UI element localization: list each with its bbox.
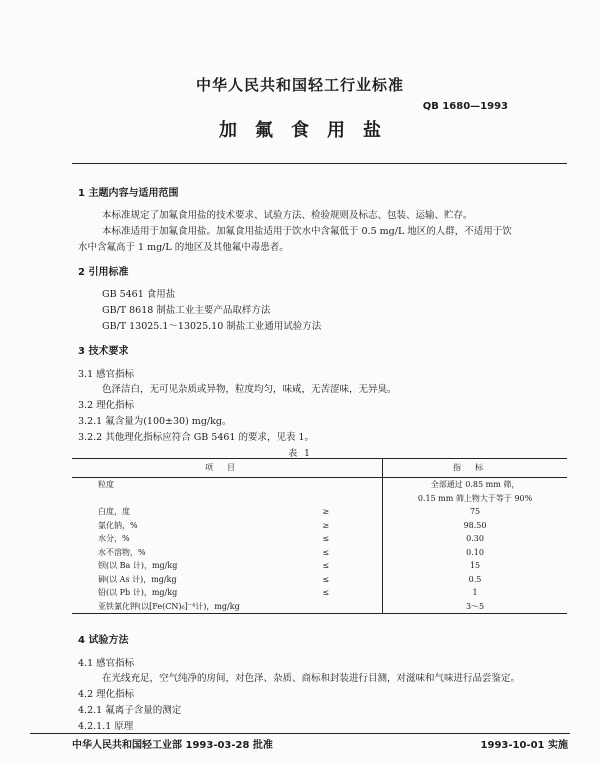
section-4-1-text: 在光线充足，空气纯净的房间，对色泽、杂质、商标和封装进行目测，对滋味和气味进行品尝鉴定。: [102, 673, 521, 684]
row-name: 亚铁氰化钾(以[Fe(CN)₆]⁻⁴计)，mg/kg: [98, 601, 240, 611]
document-title: 加氟食用盐: [219, 120, 399, 141]
row-operator: ≥: [322, 507, 330, 516]
section-2-heading: 2 引用标准: [78, 267, 129, 278]
row-value: 98.50: [383, 519, 567, 533]
row-name: 水分，%: [98, 534, 130, 543]
implementation-date: 1993-10-01 实施: [480, 740, 568, 751]
spec-table: [72, 458, 567, 614]
row-value: 75: [383, 505, 567, 519]
row-name: 钡(以 Ba 计)，mg/kg: [98, 561, 178, 570]
table-caption: 表 1: [288, 449, 312, 459]
table-header-row: [72, 459, 567, 478]
row-operator: ≥: [322, 520, 330, 530]
section-1-heading: 1 主题内容与适用范围: [78, 188, 179, 199]
reference-1: GB 5461 食用盐: [102, 289, 176, 300]
row-operator: [269, 492, 382, 506]
row-value: 0.15 mm 筛上物大于等于 90%: [383, 492, 567, 506]
row-value: 全部通过 0.85 mm 筛，: [383, 478, 567, 492]
row-value: 3～5: [383, 600, 567, 614]
section-3-heading: 3 技术要求: [78, 346, 129, 357]
standard-number: QB 1680—1993: [422, 101, 508, 112]
section-4-heading: 4 试验方法: [78, 635, 129, 646]
section-1-para-2-line-1: 本标准适用于加氟食用盐。加氟食用盐适用于饮水中含氟低于 0.5 mg/L 地区的人群，不适用于饮: [102, 226, 512, 237]
row-name: 氯化钠，%: [98, 520, 138, 530]
section-4-1-heading: 4.1 感官指标: [78, 658, 135, 669]
standard-title: 中华人民共和国轻工行业标准: [195, 76, 404, 94]
section-3-1-heading: 3.1 感官指标: [78, 369, 135, 380]
table-row: [72, 492, 567, 506]
row-name: 砷(以 As 计)，mg/kg: [98, 574, 177, 584]
row-value: 0.30: [383, 532, 567, 546]
section-1-para-2-line-2: 水中含氟高于 1 mg/L 的地区及其他氟中毒患者。: [78, 242, 289, 253]
row-value: 15: [383, 559, 567, 573]
row-operator: ≤: [322, 588, 330, 597]
row-operator: [269, 478, 382, 492]
row-operator: [269, 600, 382, 614]
header-index: 指标: [383, 459, 567, 478]
section-3-2-1: 3.2.1 氟含量为(100±30) mg/kg。: [78, 416, 232, 427]
table-row: [72, 532, 567, 546]
table-row: [72, 505, 567, 519]
section-4-2-1: 4.2.1 氟离子含量的测定: [78, 705, 182, 716]
row-value: 1: [383, 586, 567, 600]
approval-line: 中华人民共和国轻工业部 1993-03-28 批准: [72, 740, 273, 751]
row-name: 水不溶物，%: [98, 547, 146, 557]
section-1-para-1: 本标准规定了加氟食用盐的技术要求、试验方法、检验规则及标志、包装、运输、贮存。: [102, 210, 473, 221]
row-value: 0.10: [383, 546, 567, 560]
section-4-2-1-1: 4.2.1.1 原理: [78, 721, 134, 732]
table-row: [72, 546, 567, 560]
table-row: [72, 478, 567, 492]
section-3-2-heading: 3.2 理化指标: [78, 400, 135, 411]
row-operator: ≤: [322, 547, 330, 557]
table-row: [72, 519, 567, 533]
row-operator: ≤: [322, 534, 330, 543]
row-operator: ≤: [322, 574, 330, 584]
section-3-2-2: 3.2.2 其他理化指标应符合 GB 5461 的要求，见表 1。: [78, 432, 315, 443]
table-row: [72, 600, 567, 614]
row-name: 白度，度: [98, 507, 130, 516]
section-3-1-text: 色泽洁白，无可见杂质或异物，粒度均匀，味咸，无苦涩味，无异臭。: [102, 384, 397, 395]
reference-2: GB/T 8618 制盐工业主要产品取样方法: [102, 305, 271, 316]
table-row: [72, 573, 567, 587]
section-4-2-heading: 4.2 理化指标: [78, 689, 135, 700]
footer-rule: [30, 733, 570, 734]
row-name: 铅(以 Pb 计)，mg/kg: [98, 588, 178, 597]
header-item: 项目: [205, 463, 250, 472]
table-row: [72, 586, 567, 600]
table-row: [72, 559, 567, 573]
row-name: [72, 492, 269, 506]
row-value: 0.5: [383, 573, 567, 587]
header-rule: [72, 163, 567, 164]
reference-3: GB/T 13025.1～13025.10 制盐工业通用试验方法: [102, 321, 322, 332]
row-operator: ≤: [322, 561, 330, 570]
row-name: 粒度: [98, 480, 114, 489]
